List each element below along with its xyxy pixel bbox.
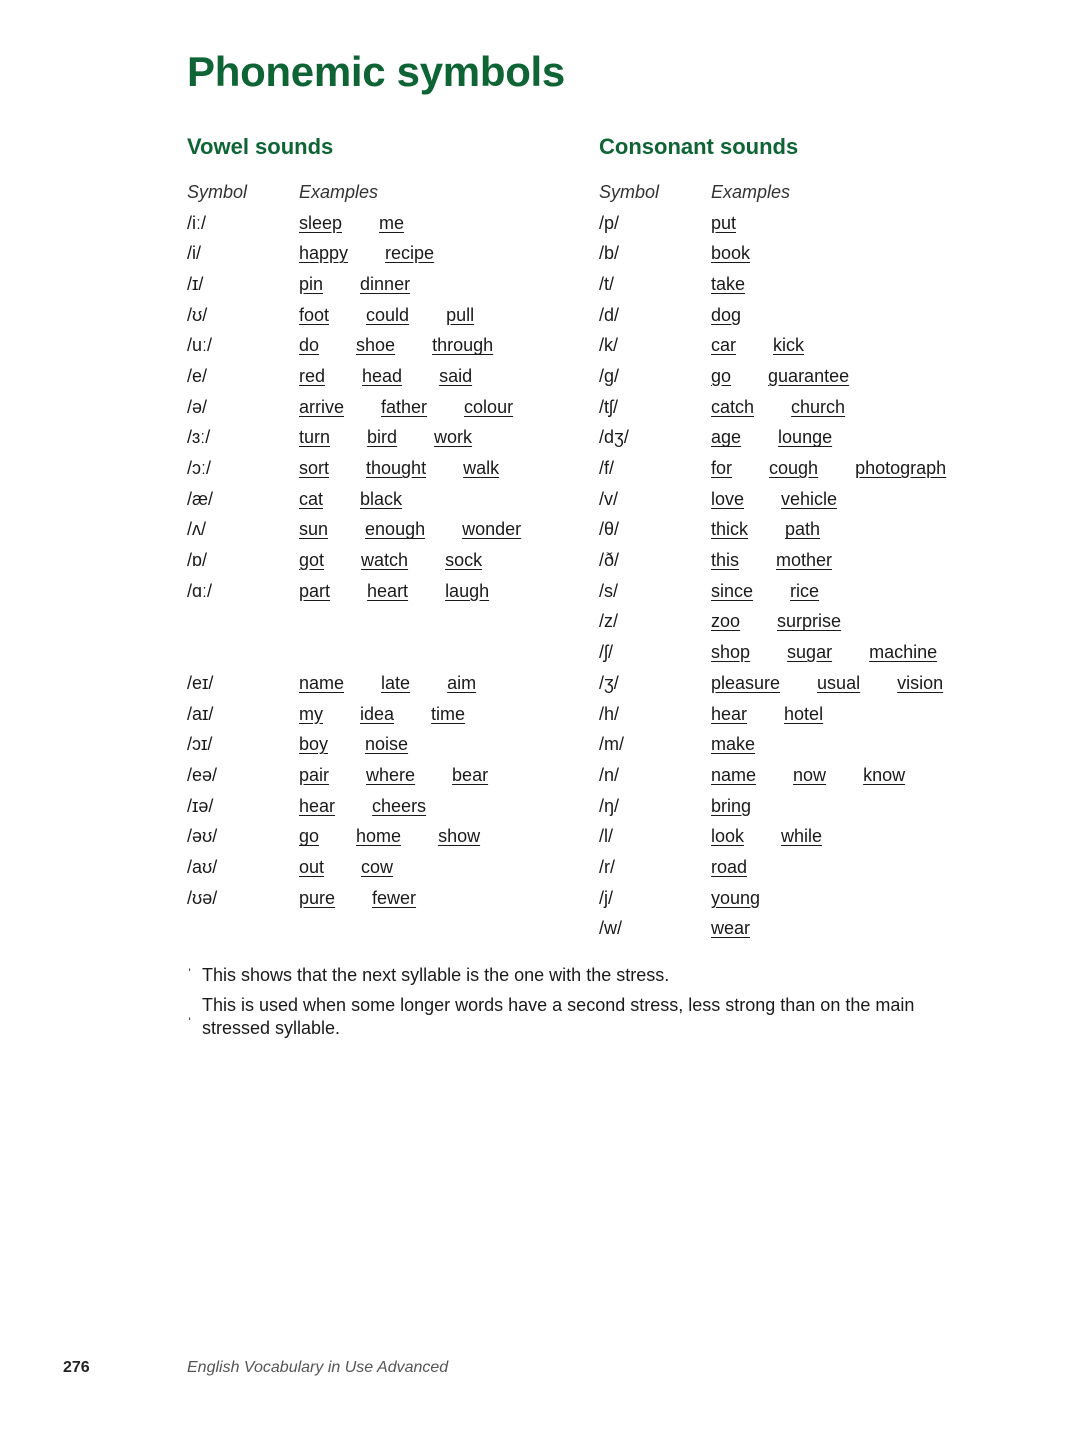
stress-notes xyxy=(187,964,977,1047)
example-word: pair xyxy=(299,764,330,785)
example-words xyxy=(299,673,476,694)
example-words xyxy=(711,826,822,847)
example-words xyxy=(711,765,905,786)
example-words xyxy=(299,888,416,909)
table-row xyxy=(187,269,587,300)
phonemic-symbol: /ɪ/ xyxy=(187,273,204,294)
examples-column-header: Examples xyxy=(299,181,379,202)
phonemic-symbol: /ʒ/ xyxy=(599,672,619,693)
example-words xyxy=(711,305,741,326)
example-word: usual xyxy=(817,672,861,693)
example-word: shoe xyxy=(356,335,396,356)
example-words xyxy=(711,796,751,817)
phonemic-symbol: /w/ xyxy=(599,918,623,939)
example-word: thick xyxy=(711,519,749,540)
phonemic-symbol: /eɪ/ xyxy=(187,672,214,693)
example-words xyxy=(299,550,482,571)
example-word: black xyxy=(360,488,403,509)
phonemic-symbol: /tʃ/ xyxy=(599,396,619,417)
example-word: for xyxy=(711,458,733,479)
example-word: sleep xyxy=(299,212,343,233)
example-word: pin xyxy=(299,273,324,294)
book-title: English Vocabulary in Use Advanced xyxy=(187,1359,449,1376)
example-word: road xyxy=(711,856,748,877)
table-row xyxy=(187,699,587,730)
phonemic-symbol: /p/ xyxy=(599,212,620,233)
example-words xyxy=(299,519,521,540)
example-words xyxy=(711,427,832,448)
phonemic-symbol: /b/ xyxy=(599,243,620,264)
example-word: dog xyxy=(711,304,742,325)
table-row xyxy=(599,914,1019,945)
example-word: wonder xyxy=(462,519,522,540)
table-row xyxy=(599,729,1019,760)
phonemic-symbol: /l/ xyxy=(599,826,614,847)
example-word: arrive xyxy=(299,396,345,417)
example-word: name xyxy=(299,672,345,693)
phonemic-symbol: /ʊ/ xyxy=(187,304,208,325)
example-word: book xyxy=(711,243,751,264)
example-word: me xyxy=(379,212,405,233)
example-word: idea xyxy=(360,703,395,724)
table-row xyxy=(599,821,1019,852)
table-row xyxy=(187,760,587,791)
phonemic-symbol: /ɑː/ xyxy=(187,580,213,601)
table-row xyxy=(599,637,1019,668)
example-words xyxy=(711,918,750,939)
consonant-sounds-heading: Consonant sounds xyxy=(599,134,799,159)
table-row xyxy=(599,576,1019,607)
example-word: go xyxy=(711,365,732,386)
phonemic-symbol: /f/ xyxy=(599,458,615,479)
table-row xyxy=(187,821,587,852)
phonemic-symbol: /e/ xyxy=(187,365,208,386)
example-words xyxy=(711,673,943,694)
consonant-sounds-section xyxy=(599,134,1019,944)
secondary-stress-note xyxy=(187,994,977,1040)
example-word: hotel xyxy=(784,703,824,724)
example-word: recipe xyxy=(385,243,435,264)
example-word: could xyxy=(366,304,410,325)
example-word: know xyxy=(863,764,906,785)
example-word: car xyxy=(711,335,737,356)
table-row xyxy=(599,238,1019,269)
example-words xyxy=(299,734,408,755)
page-number: 276 xyxy=(63,1359,90,1376)
example-words xyxy=(299,335,493,356)
table-row xyxy=(187,361,587,392)
example-word: work xyxy=(434,427,473,448)
example-words xyxy=(711,489,837,510)
example-words xyxy=(711,458,946,479)
example-word: sock xyxy=(445,550,483,571)
table-row xyxy=(187,668,587,699)
example-word: foot xyxy=(299,304,330,325)
example-word: path xyxy=(785,519,821,540)
example-word: boy xyxy=(299,734,329,755)
table-row xyxy=(187,238,587,269)
example-word: walk xyxy=(463,458,500,479)
example-word: shop xyxy=(711,642,751,663)
example-words xyxy=(711,704,823,725)
example-words xyxy=(711,213,736,234)
example-words xyxy=(299,857,393,878)
table-row xyxy=(599,208,1019,239)
table-row xyxy=(187,729,587,760)
example-word: machine xyxy=(869,642,938,663)
table-row xyxy=(187,300,587,331)
table-row xyxy=(187,607,587,638)
phonemic-symbol: /iː/ xyxy=(187,212,207,233)
example-word: look xyxy=(711,826,745,847)
consonant-rows xyxy=(599,208,1019,945)
example-word: mother xyxy=(776,550,833,571)
example-word: vision xyxy=(897,672,944,693)
example-word: my xyxy=(299,703,323,724)
table-row xyxy=(187,545,587,576)
example-word: heart xyxy=(367,580,409,601)
phonemic-symbol: /ʌ/ xyxy=(187,519,207,540)
example-word: name xyxy=(711,764,757,785)
example-words xyxy=(711,581,819,602)
example-word: got xyxy=(299,550,325,571)
example-word: pure xyxy=(299,887,336,908)
example-words xyxy=(711,243,750,264)
phonemic-symbol: /t/ xyxy=(599,273,615,294)
table-row xyxy=(599,484,1019,515)
table-row xyxy=(599,668,1019,699)
phonemic-symbol: /z/ xyxy=(599,611,619,632)
phonemic-symbol: /v/ xyxy=(599,488,619,509)
example-word: bird xyxy=(367,427,398,448)
table-row xyxy=(187,883,587,914)
example-word: cough xyxy=(769,458,819,479)
example-words xyxy=(299,427,472,448)
table-row xyxy=(599,330,1019,361)
phonemic-symbol: /æ/ xyxy=(187,488,214,509)
phonemic-symbol: /ə/ xyxy=(187,396,208,417)
example-word: laugh xyxy=(445,580,490,601)
table-row xyxy=(187,453,587,484)
example-word: rice xyxy=(790,580,820,601)
example-word: hear xyxy=(299,795,336,816)
phonemic-symbol: /ʃ/ xyxy=(599,642,614,663)
phonemic-symbol: /k/ xyxy=(599,335,619,356)
example-word: make xyxy=(711,734,756,755)
example-words xyxy=(299,796,426,817)
primary-stress-note xyxy=(187,964,977,987)
example-word: red xyxy=(299,365,326,386)
example-word: home xyxy=(356,826,402,847)
example-words xyxy=(711,642,937,663)
example-word: sort xyxy=(299,458,330,479)
example-words xyxy=(711,734,755,755)
example-word: since xyxy=(711,580,754,601)
table-row xyxy=(599,760,1019,791)
table-row xyxy=(599,883,1019,914)
example-word: happy xyxy=(299,243,349,264)
phonemic-symbol: /ɒ/ xyxy=(187,550,208,571)
example-word: dinner xyxy=(360,273,411,294)
example-word: said xyxy=(439,365,473,386)
example-word: this xyxy=(711,550,740,571)
example-word: aim xyxy=(447,672,477,693)
phonemic-symbol: /ŋ/ xyxy=(599,795,620,816)
example-word: thought xyxy=(366,458,427,479)
vowel-sounds-table xyxy=(187,177,587,914)
example-words xyxy=(299,765,488,786)
example-words xyxy=(711,519,820,540)
example-word: now xyxy=(793,764,827,785)
phonemic-symbol: /ɪə/ xyxy=(187,795,214,816)
example-word: pull xyxy=(446,304,475,325)
example-word: catch xyxy=(711,396,755,417)
table-row xyxy=(187,208,587,239)
example-word: surprise xyxy=(777,611,842,632)
example-word: colour xyxy=(464,396,514,417)
phonemic-symbol: /aɪ/ xyxy=(187,703,214,724)
phonemic-symbol: /d/ xyxy=(599,304,620,325)
phonemic-symbol: /aʊ/ xyxy=(187,856,218,877)
table-row xyxy=(187,423,587,454)
table-header-row xyxy=(187,177,587,208)
vowel-rows xyxy=(187,208,587,914)
table-row xyxy=(599,361,1019,392)
example-word: wear xyxy=(711,918,751,939)
example-word: take xyxy=(711,273,746,294)
example-word: fewer xyxy=(372,887,417,908)
table-row xyxy=(187,515,587,546)
example-word: pleasure xyxy=(711,672,781,693)
example-word: hear xyxy=(711,703,748,724)
example-word: age xyxy=(711,427,742,448)
table-row xyxy=(599,453,1019,484)
example-words xyxy=(711,611,841,632)
example-words xyxy=(711,550,832,571)
secondary-stress-mark: ˌ xyxy=(187,1004,193,1021)
phonemic-symbol: /ʊə/ xyxy=(187,887,218,908)
symbol-column-header: Symbol xyxy=(187,181,248,202)
table-row xyxy=(599,392,1019,423)
example-word: lounge xyxy=(778,427,833,448)
example-words xyxy=(711,397,845,418)
example-word: love xyxy=(711,488,745,509)
example-words xyxy=(711,888,760,909)
phonemic-symbol: /m/ xyxy=(599,734,624,755)
example-word: go xyxy=(299,826,320,847)
phonemic-symbol: /ɔː/ xyxy=(187,458,212,479)
example-words xyxy=(711,335,804,356)
example-word: church xyxy=(791,396,846,417)
example-word: head xyxy=(362,365,403,386)
example-word: guarantee xyxy=(768,365,850,386)
example-word: father xyxy=(381,396,428,417)
example-word: cheers xyxy=(372,795,427,816)
phonemic-symbol: /n/ xyxy=(599,764,620,785)
symbol-column-header: Symbol xyxy=(599,181,660,202)
example-word: through xyxy=(432,335,494,356)
phonemic-symbol: /θ/ xyxy=(599,519,620,540)
table-row xyxy=(599,607,1019,638)
example-word: put xyxy=(711,212,737,233)
example-word: cat xyxy=(299,488,324,509)
table-row xyxy=(599,423,1019,454)
example-words xyxy=(299,458,499,479)
example-words xyxy=(299,489,402,510)
phonemic-symbol: /dʒ/ xyxy=(599,427,629,448)
table-row xyxy=(187,576,587,607)
phonemic-symbol: /i/ xyxy=(187,243,202,264)
example-words xyxy=(299,366,472,387)
table-row xyxy=(187,637,587,668)
vowel-sounds-heading: Vowel sounds xyxy=(187,134,334,159)
example-word: cow xyxy=(361,856,394,877)
example-words xyxy=(299,243,434,264)
example-word: zoo xyxy=(711,611,741,632)
example-words xyxy=(299,826,480,847)
table-row xyxy=(599,699,1019,730)
table-row xyxy=(599,545,1019,576)
phonemic-symbol: /h/ xyxy=(599,703,620,724)
example-word: bring xyxy=(711,795,752,816)
phonemic-symbol: /eə/ xyxy=(187,764,218,785)
example-words xyxy=(299,305,474,326)
page-title: Phonemic symbols xyxy=(187,48,565,95)
table-row xyxy=(187,791,587,822)
example-word: bear xyxy=(452,764,489,785)
phonemic-symbol: /ð/ xyxy=(599,550,620,571)
example-word: show xyxy=(438,826,481,847)
example-word: watch xyxy=(361,550,409,571)
example-words xyxy=(711,366,849,387)
example-word: while xyxy=(781,826,823,847)
phonemic-symbol: /ɔɪ/ xyxy=(187,734,213,755)
table-row xyxy=(599,791,1019,822)
table-row xyxy=(187,484,587,515)
example-word: time xyxy=(431,703,466,724)
note-text: This shows that the next syllable is the one with the stress. xyxy=(202,965,670,985)
example-word: photograph xyxy=(855,458,947,479)
primary-stress-mark: ˈ xyxy=(187,967,193,984)
examples-column-header: Examples xyxy=(711,181,791,202)
example-words xyxy=(299,397,513,418)
table-row xyxy=(187,330,587,361)
table-header-row xyxy=(599,177,1019,208)
phonemic-symbol: /əʊ/ xyxy=(187,826,218,847)
phonemic-symbol: /j/ xyxy=(599,887,614,908)
example-words xyxy=(299,704,465,725)
example-word: late xyxy=(381,672,411,693)
example-word: out xyxy=(299,856,325,877)
example-word: enough xyxy=(365,519,426,540)
table-row xyxy=(599,300,1019,331)
example-words xyxy=(299,274,410,295)
example-word: vehicle xyxy=(781,488,838,509)
phonemic-symbol: /uː/ xyxy=(187,335,213,356)
example-word: sugar xyxy=(787,642,833,663)
example-word: part xyxy=(299,580,331,601)
phonemic-symbol: /g/ xyxy=(599,365,620,386)
example-words xyxy=(711,857,747,878)
example-word: turn xyxy=(299,427,331,448)
table-row xyxy=(187,392,587,423)
example-word: sun xyxy=(299,519,329,540)
example-words xyxy=(299,213,404,234)
note-text: This is used when some longer words have a second stress, less strong than on the main stressed syllable. xyxy=(202,995,915,1038)
phonemic-symbol: /ɜː/ xyxy=(187,427,211,448)
example-word: where xyxy=(366,764,416,785)
example-words xyxy=(299,581,489,602)
consonant-sounds-table xyxy=(599,177,1019,944)
table-row xyxy=(599,515,1019,546)
table-row xyxy=(599,269,1019,300)
phonemic-symbol: /s/ xyxy=(599,580,619,601)
example-word: kick xyxy=(773,335,805,356)
example-word: young xyxy=(711,887,761,908)
example-word: do xyxy=(299,335,320,356)
vowel-sounds-section xyxy=(187,134,587,914)
table-row xyxy=(187,852,587,883)
example-words xyxy=(711,274,745,295)
example-word: noise xyxy=(365,734,409,755)
phonemic-symbol: /r/ xyxy=(599,856,615,877)
table-row xyxy=(599,852,1019,883)
